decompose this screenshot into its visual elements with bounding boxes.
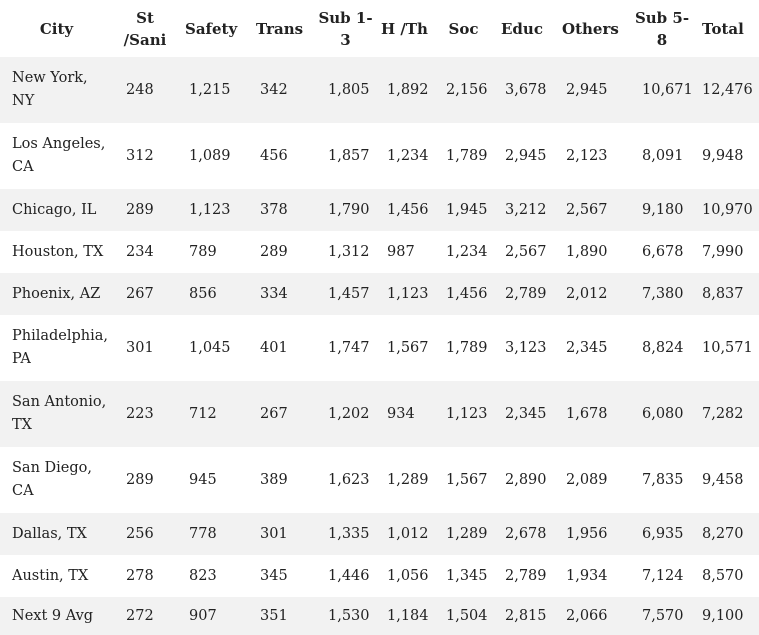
cell-trans: 301	[248, 513, 316, 555]
cell-safety: 823	[189, 567, 217, 584]
cell-city: Phoenix, AZ	[0, 273, 113, 315]
cell-soc: 1,345	[446, 567, 488, 584]
table-row	[0, 381, 759, 447]
cell-total: 7,282	[694, 381, 759, 447]
cell-st-sani: 248	[113, 57, 177, 123]
cell-city: Los Angeles, CA	[12, 136, 106, 175]
cell-safety: 1,089	[189, 147, 231, 164]
cell-sub-1-3: 1,457	[316, 273, 375, 315]
cell-educ: 2,945	[505, 147, 547, 164]
cell-total: 8,570	[702, 567, 744, 584]
cell-sub-5-8: 7,380	[630, 273, 694, 315]
table-row	[0, 555, 759, 597]
cell-soc: 1,945	[434, 189, 493, 231]
cell-educ: 3,678	[493, 57, 554, 123]
cell-st-sani: 223	[113, 381, 177, 447]
cell-sub-5-8: 9,180	[630, 189, 694, 231]
cell-trans: 267	[248, 381, 316, 447]
cell-others: 2,945	[554, 57, 630, 123]
cell-safety: 1,123	[177, 189, 248, 231]
cell-sub-5-8: 10,671	[630, 57, 694, 123]
cell-others: 1,956	[554, 513, 630, 555]
cell-sub-5-8: 8,091	[642, 147, 684, 164]
cell-sub-5-8: 6,080	[630, 381, 694, 447]
table-row	[0, 231, 759, 273]
cell-trans: 351	[248, 597, 316, 635]
cell-sub-1-3: 1,790	[316, 189, 375, 231]
cell-soc: 1,123	[434, 381, 493, 447]
cell-others: 2,012	[554, 273, 630, 315]
header-city: City	[39, 19, 74, 38]
cell-soc: 1,567	[446, 471, 488, 488]
cell-h-th: 934	[375, 381, 434, 447]
cell-total: 8,837	[694, 273, 759, 315]
cell-educ: 2,815	[493, 597, 554, 635]
header-others: Others	[562, 19, 619, 38]
cell-st-sani: 278	[126, 567, 154, 584]
cell-h-th: 1,567	[387, 339, 429, 356]
header-st-sani: St /Sani	[123, 8, 167, 49]
cell-sub-1-3: 1,335	[316, 513, 375, 555]
cell-others: 2,567	[554, 189, 630, 231]
header-total: Total	[702, 19, 744, 38]
cell-safety: 1,215	[177, 57, 248, 123]
cell-soc: 2,156	[434, 57, 493, 123]
header-safety: Safety	[185, 19, 238, 38]
cell-others: 2,089	[566, 471, 608, 488]
cell-city: Houston, TX	[12, 243, 104, 260]
cell-sub-1-3: 1,747	[328, 339, 370, 356]
cell-trans: 334	[248, 273, 316, 315]
cell-trans: 401	[260, 339, 288, 356]
cell-sub-5-8: 6,935	[630, 513, 694, 555]
table-header	[0, 0, 759, 57]
cell-total: 10,571	[702, 339, 753, 356]
cell-educ: 2,789	[493, 273, 554, 315]
cell-city: Philadelphia, PA	[12, 328, 109, 367]
cell-city: San Antonio, TX	[0, 381, 113, 447]
header-h-th: H /Th	[381, 19, 428, 38]
cell-others: 1,678	[554, 381, 630, 447]
cell-sub-1-3: 1,202	[316, 381, 375, 447]
cell-safety: 907	[177, 597, 248, 635]
cell-trans: 456	[260, 147, 288, 164]
table-row	[0, 315, 759, 381]
cell-educ: 2,678	[493, 513, 554, 555]
cell-city: Chicago, IL	[0, 189, 113, 231]
cell-st-sani: 289	[126, 471, 154, 488]
cell-sub-5-8: 6,678	[642, 243, 684, 260]
cell-h-th: 1,123	[375, 273, 434, 315]
header-soc: Soc	[448, 19, 479, 38]
cell-st-sani: 272	[113, 597, 177, 635]
cell-trans: 342	[248, 57, 316, 123]
cell-others: 2,066	[554, 597, 630, 635]
table-row	[0, 57, 759, 123]
cell-total: 7,990	[702, 243, 744, 260]
cell-h-th: 1,056	[387, 567, 429, 584]
cell-others: 1,890	[566, 243, 608, 260]
cell-h-th: 1,234	[387, 147, 429, 164]
cell-soc: 1,456	[434, 273, 493, 315]
cell-soc: 1,789	[446, 147, 488, 164]
cell-total: 10,970	[694, 189, 759, 231]
cell-safety: 789	[189, 243, 217, 260]
table-row	[0, 273, 759, 315]
cell-soc: 1,234	[446, 243, 488, 260]
cell-sub-5-8: 8,824	[642, 339, 684, 356]
cell-educ: 2,567	[505, 243, 547, 260]
cell-safety: 856	[177, 273, 248, 315]
header-sub-5-8: Sub 5-8	[634, 8, 690, 49]
table-row	[0, 513, 759, 555]
cell-st-sani: 234	[126, 243, 154, 260]
cell-total: 9,458	[702, 471, 744, 488]
cell-trans: 289	[260, 243, 288, 260]
cell-safety: 712	[177, 381, 248, 447]
cell-h-th: 1,012	[375, 513, 434, 555]
cell-soc: 1,504	[434, 597, 493, 635]
table-row	[0, 447, 759, 513]
cell-city: Dallas, TX	[0, 513, 113, 555]
cell-h-th: 1,456	[375, 189, 434, 231]
cell-st-sani: 256	[113, 513, 177, 555]
table-row	[0, 189, 759, 231]
cell-trans: 378	[248, 189, 316, 231]
cell-sub-5-8: 7,570	[630, 597, 694, 635]
cell-trans: 345	[260, 567, 288, 584]
cell-soc: 1,789	[446, 339, 488, 356]
cell-sub-5-8: 7,835	[642, 471, 684, 488]
cell-safety: 778	[177, 513, 248, 555]
cell-others: 1,934	[566, 567, 608, 584]
cell-city: New York, NY	[0, 57, 113, 123]
cell-educ: 2,789	[505, 567, 547, 584]
cell-others: 2,123	[566, 147, 608, 164]
cell-educ: 2,345	[493, 381, 554, 447]
cell-st-sani: 301	[126, 339, 154, 356]
table-body	[0, 57, 759, 635]
header-trans: Trans	[256, 19, 304, 38]
cell-sub-1-3: 1,623	[328, 471, 370, 488]
cell-total: 9,100	[694, 597, 759, 635]
cell-city: San Diego, CA	[12, 460, 92, 499]
cell-city: Austin, TX	[12, 567, 89, 584]
cell-safety: 945	[189, 471, 217, 488]
cell-h-th: 987	[387, 243, 415, 260]
cell-sub-1-3: 1,530	[316, 597, 375, 635]
cell-sub-1-3: 1,857	[328, 147, 370, 164]
cell-st-sani: 312	[126, 147, 154, 164]
table-row	[0, 123, 759, 189]
cell-safety: 1,045	[189, 339, 231, 356]
table-row	[0, 597, 759, 635]
cell-total: 8,270	[694, 513, 759, 555]
header-sub-1-3: Sub 1-3	[318, 8, 373, 49]
cell-educ: 3,212	[493, 189, 554, 231]
cell-st-sani: 267	[113, 273, 177, 315]
cell-soc: 1,289	[434, 513, 493, 555]
cell-st-sani: 289	[113, 189, 177, 231]
cell-city: Next 9 Avg	[0, 597, 113, 635]
cell-others: 2,345	[566, 339, 608, 356]
cell-trans: 389	[260, 471, 288, 488]
cell-h-th: 1,289	[387, 471, 429, 488]
cell-sub-1-3: 1,312	[328, 243, 370, 260]
cell-total: 9,948	[702, 147, 744, 164]
header-row	[0, 0, 759, 57]
cell-sub-1-3: 1,805	[316, 57, 375, 123]
header-educ: Educ	[501, 19, 543, 38]
cell-sub-1-3: 1,446	[328, 567, 370, 584]
cell-h-th: 1,184	[375, 597, 434, 635]
cell-sub-5-8: 7,124	[642, 567, 684, 584]
cell-educ: 2,890	[505, 471, 547, 488]
cell-total: 12,476	[694, 57, 759, 123]
cell-educ: 3,123	[505, 339, 547, 356]
cell-h-th: 1,892	[375, 57, 434, 123]
